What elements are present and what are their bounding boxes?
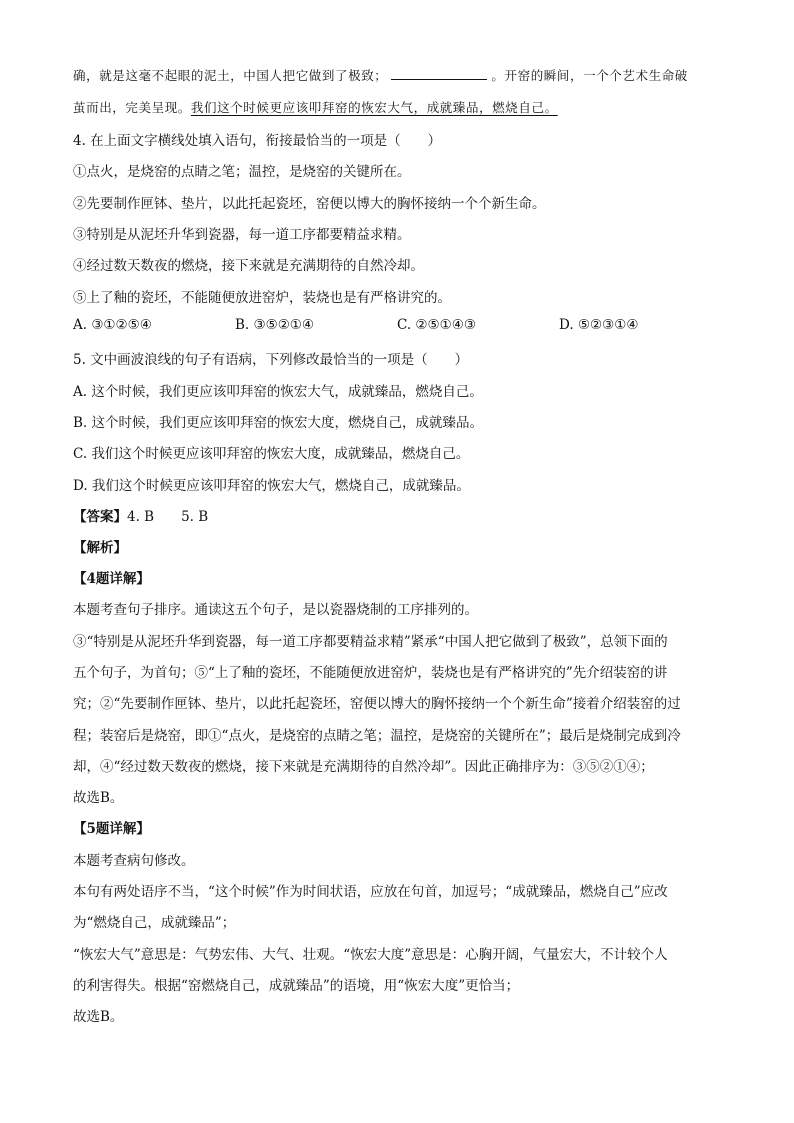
q4-item: ①点火，是烧窑的点睛之笔；温控，是烧窑的关键所在。 [73,164,411,180]
detail4-line: ③“特别是从泥坯升华到瓷器，每一道工序都要精益求精”紧承“中国人把它做到了极致”，总领下面的 [73,634,668,650]
q5-option-d: D. 我们这个时候更应该叩拜窑的恢宏大气，燃烧自己，成就臻品。 [73,478,470,494]
q4-option-d: D. ⑤②③①④ [559,317,639,333]
q4-stem: 4. 在上面文字横线处填入语句，衔接最恰当的一项是（ ） [73,133,442,149]
q4-item: ④经过数天数夜的燃烧，接下来就是充满期待的自然冷却。 [73,258,424,274]
answer-line [73,505,722,525]
detail5-line: 的利害得失。根据“窑燃烧自己，成就臻品”的语境，用“恢宏大度”更恰当； [73,978,520,994]
detail4-line: 本题考查句子排序。通读这五个句子，是以瓷器烧制的工序排列的。 [73,602,478,618]
detail4-line: 五个句子，为首句；⑤“上了釉的瓷坯，不能随便放进窑炉，装烧也是有严格讲究的”先介绍装窑的讲 [73,665,668,681]
detail5-line: “恢宏大气”意思是：气势宏伟、大气、壮观。“恢宏大度”意思是：心胸开阔，气量宏大，不计较个人 [73,947,668,963]
detail4-line: 却，④“经过数天数夜的燃烧，接下来就是充满期待的自然冷却”。因此正确排序为：③⑤②①④； [73,759,654,775]
q4-option-a: A. ③①②⑤④ [73,317,152,333]
intro-text: 。开窑的瞬间，一个个艺术生命破 [491,68,688,83]
q4-option-b: B. ③⑤②①④ [235,317,315,333]
detail5-tag: 【5题详解】 [73,821,150,837]
q4-item: ③特别是从泥坯升华到瓷器，每一道工序都要精益求精。 [73,227,411,243]
intro-text: 确，就是这毫不起眼的泥土，中国人把它做到了极致； [73,68,388,83]
detail4-line: 究；②“先要制作匣钵、垫片，以此托起瓷坯，窑便以博大的胸怀接纳一个个新生命”接着介绍装窑的过 [73,696,681,712]
fill-blank [391,67,487,80]
detail4-line: 故选B。 [73,790,124,806]
answer-text: 4. B 5. B [127,509,209,525]
intro-line-2 [73,98,722,116]
q5-stem: 5. 文中画波浪线的句子有语病，下列修改最恰当的一项是（ ） [73,352,469,368]
answer-tag: 【答案】 [73,509,127,525]
detail4-line: 程；装窑后是烧窑，即①“点火，是烧窑的点睛之笔；温控，是烧窑的关键所在”；最后是烧制完成到冷 [73,728,681,744]
detail5-line: 本题考查病句修改。 [73,853,195,869]
wavy-underlined-sentence: 我们这个时候更应该叩拜窑的恢宏大气，成就臻品，燃烧自己。 [190,100,558,115]
q4-options [73,317,722,333]
detail5-line: 本句有两处语序不当，“这个时候”作为时间状语，应放在句首，加逗号；“成就臻品，燃烧自己”应改 [73,884,668,900]
q4-item: ②先要制作匣钵、垫片，以此托起瓷坯，窑便以博大的胸怀接纳一个个新生命。 [73,196,546,212]
detail4-tag: 【4题详解】 [73,571,150,587]
q5-option-c: C. 我们这个时候更应该叩拜窑的恢宏大度，成就臻品，燃烧自己。 [73,446,470,462]
q4-option-c: C. ②⑤①④③ [397,317,476,333]
analysis-tag: 【解析】 [73,540,127,556]
detail5-line: 故选B。 [73,1009,124,1025]
detail5-line: 为“燃烧自己，成就臻品”； [73,915,236,931]
q5-option-a: A. 这个时候，我们更应该叩拜窑的恢宏大气，成就臻品，燃烧自己。 [73,384,483,400]
q4-item: ⑤上了釉的瓷坯，不能随便放进窑炉，装烧也是有严格讲究的。 [73,290,451,306]
intro-text: 茧而出，完美呈现。 [73,100,191,115]
q5-option-b: B. 这个时候，我们更应该叩拜窑的恢宏大度，燃烧自己，成就臻品。 [73,415,484,431]
intro-line-1 [73,66,722,84]
